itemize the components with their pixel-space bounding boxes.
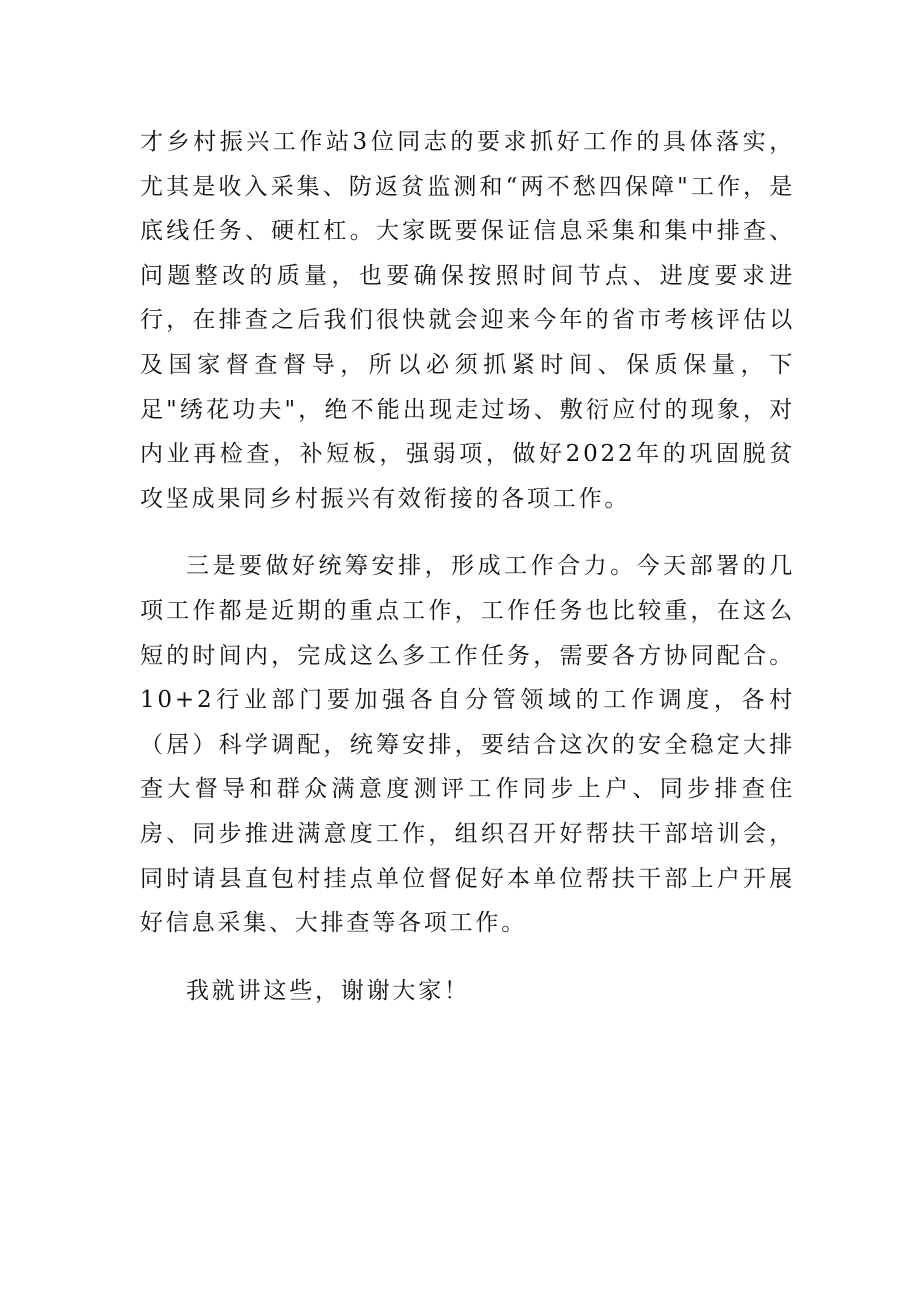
paragraph-continued: 才乡村振兴工作站3位同志的要求抓好工作的具体落实，尤其是收入采集、防返贫监测和“两不愁四保障"工作，是底线任务、硬杠杠。大家既要保证信息采集和集中排查、问题整改的质量，也要确保按照时间节点、进度要求进行，在排查之后我们很快就会迎来今年的省市考核评估以及国家督查督导，所以必须抓紧时间、保质保量，下足"绣花功夫"，绝不能出现走过场、敷衍应付的现象，对内业再检查，补短板，强弱项，做好2022年的巩固脱贫攻坚成果同乡村振兴有效衔接的各项工作。 <box>140 129 795 512</box>
paragraph-coordination: 三是要做好统筹安排，形成工作合力。今天部署的几项工作都是近期的重点工作，工作任务也比较重，在这么短的时间内，完成这么多工作任务，需要各方协同配合。10+2行业部门要加强各自分管领域的工作调度，各村（居）科学调配，统筹安排，要结合这次的安全稳定大排查大督导和群众满意度测评工作同步上户、同步排查住房、同步推进满意度工作，组织召开好帮扶干部培训会，同时请县直包村挂点单位督促好本单位帮扶干部上户开展好信息采集、大排查等各项工作。 <box>140 553 795 937</box>
paragraph-closing: 我就讲这些，谢谢大家！ <box>186 977 470 1004</box>
document-body <box>140 120 795 1013</box>
